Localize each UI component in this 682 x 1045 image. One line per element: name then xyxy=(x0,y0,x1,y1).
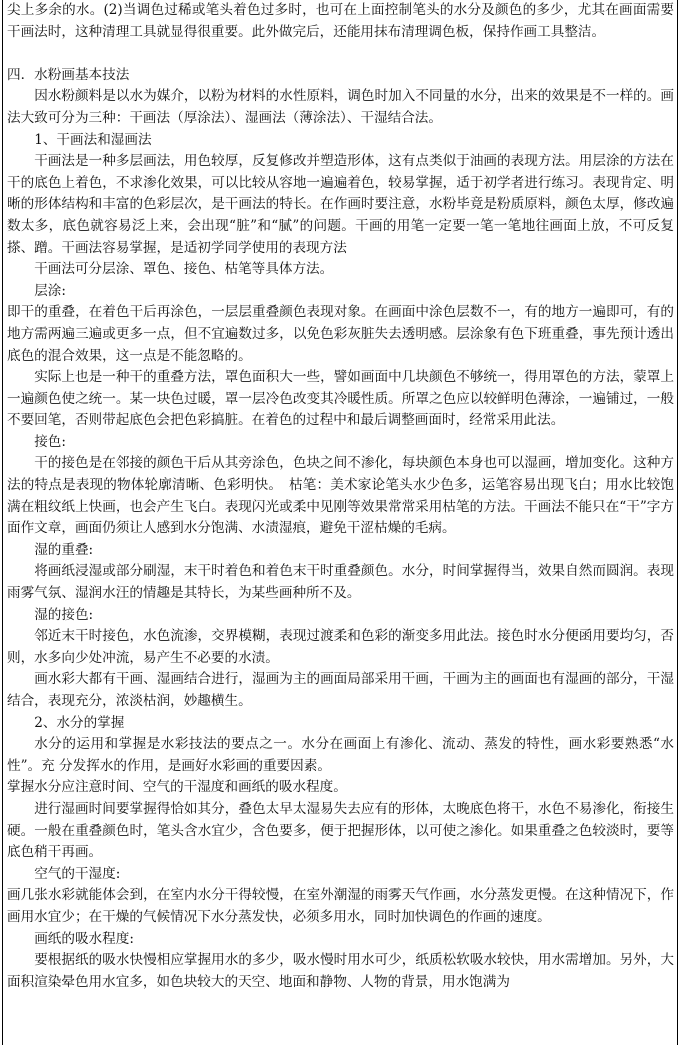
paragraph: 邻近末干时接色，水色流渗，交界模糊，表现过渡柔和色彩的渐变多用此法。接色时水分便函用要均匀，否则，水多向少处冲流，易产生不必要的水渍。 xyxy=(7,628,674,666)
paragraph: 掌握水分应注意时间、空气的干湿度和画纸的吸水程度。 xyxy=(7,779,347,796)
subheading: 画纸的吸水程度: xyxy=(34,930,134,947)
paragraph: 进行湿画时间要掌握得恰如其分，叠色太早太湿易失去应有的形体，太晚底色将干，水色不易渗化，衔接生硬。一般在重叠颜色时，笔头含水宜少，含色要多，便于把握形体，以可使之渗化。如果重叠之色较淡时，要等底色稍干再画。 xyxy=(7,800,674,861)
subheading: 2、水分的掌握 xyxy=(34,714,125,731)
paragraph: 要根据纸的吸水快慢相应掌握用水的多少，吸水慢时用水可少，纸质松软吸水较快，用水需增加。另外，大面积渲染晕色用水宜多，如色块较大的天空、地面和静物、人物的背景，用水饱满为 xyxy=(7,952,674,990)
section-heading: 四．水粉画基本技法 xyxy=(7,66,130,83)
subheading: 层涂: xyxy=(34,282,66,299)
subheading: 湿的重叠: xyxy=(34,541,94,558)
paragraph: 干画法可分层涂、罩色、接色、枯笔等具体方法。 xyxy=(34,261,334,278)
paragraph: 实际上也是一种干的重叠方法，罩色面积大一些，譬如画面中几块颜色不够统一，得用罩色的方法，蒙罩上一遍颜色使之统一。某一块色过暖，罩一层冷色改变其冷暖性质。所罩之色应以较鲜明色薄涂，一遍铺过，一般不要回笔，否则带起底色会把色彩搞脏。在着色的过程中和最后调整画面时，经常采用此法。 xyxy=(7,369,674,429)
paragraph: 画水彩大都有干画、湿画结合进行，湿画为主的画面局部采用干画，干画为主的画面也有湿画的部分，干湿结合，表现充分，浓淡枯润，妙趣横生。 xyxy=(7,671,674,709)
document-page xyxy=(2,0,678,1045)
subheading: 1、干画法和湿画法 xyxy=(34,131,152,148)
paragraph: 干的接色是在邻接的颜色干后从其旁涂色，色块之间不渗化，每块颜色本身也可以湿画，增加变化。这种方法的特点是表现的物体轮廓清晰、色彩明快。 枯笔：美术家论笔头水少色多，运笔容易出现飞白；用水比较饱满在粗纹纸上快画，也会产生飞白。表现闪光或柔中见刚等效果常常采用枯笔的方法。干画法不能只在“干”字方面作文章，画面仍须让人感到水分饱满、水渍湿痕，避免干涩枯燥的毛病。 xyxy=(7,455,674,537)
paragraph: 尖上多余的水。(2)当调色过稀或笔头着色过多时，也可在上面控制笔头的水分及颜色的多少，尤其在画面需要干画法时，这种清理工具就显得很重要。此外做完后，还能用抹布清理调色板，保持作画工具整洁。 xyxy=(7,2,674,40)
subheading: 空气的干湿度: xyxy=(34,865,121,882)
paragraph: 将画纸浸湿或部分刷湿，末干时着色和着色末干时重叠颜色。水分，时间掌握得当，效果自然而圆润。表现雨雾气氛、湿润水汪的情趣是其特长，为某些画种所不及。 xyxy=(7,563,674,602)
subheading: 接色: xyxy=(34,433,66,450)
paragraph: 画几张水彩就能体会到，在室内水分干得较慢，在室外潮湿的雨雾天气作画，水分蒸发更慢。在这种情况下，作画用水宜少；在干燥的气候情况下水分蒸发快，必须多用水，同时加快调色的作画的速度。 xyxy=(7,887,674,925)
paragraph: 即干的重叠，在着色干后再涂色，一层层重叠颜色表现对象。在画面中涂色层数不一，有的地方一遍即可，有的地方需两遍三遍或更多一点，但不宜遍数过多，以免色彩灰脏失去透明感。层涂象有色下班重叠，事先预计透出底色的混合效果，这一点是不能忽略的。 xyxy=(7,304,674,364)
paragraph: 干画法是一种多层画法，用色较厚，反复修改并塑造形体，这有点类似于油画的表现方法。用层涂的方法在干的底色上着色，不求渗化效果，可以比较从容地一遍遍着色，较易掌握，适于初学者进行练习。表现肯定、明晰的形体结构和丰富的色彩层次，是干画法的特长。在作画时要注意，水粉毕竟是粉质原料，颜色太厚，修改遍数太多，底色就容易泛上来，会出现“脏”和“腻”的问题。干画的用笔一定要一笔一笔地往画面上放，不可反复搽、蹭。干画法容易掌握，是适初学同学使用的表现方法 xyxy=(7,153,674,256)
subheading: 湿的接色: xyxy=(34,606,94,623)
paragraph: 水分的运用和掌握是水彩技法的要点之一。水分在画面上有渗化、流动、蒸发的特性，画水彩要熟悉“水性”。充 分发挥水的作用，是画好水彩画的重要因素。 xyxy=(7,736,674,774)
blank-line xyxy=(7,43,674,65)
paragraph: 因水粉颜料是以水为媒介，以粉为材料的水性原料，调色时加入不同量的水分，出来的效果是不一样的。画法大致可分为三种：干画法（厚涂法）、湿画法（薄涂法）、干湿结合法。 xyxy=(7,88,674,126)
